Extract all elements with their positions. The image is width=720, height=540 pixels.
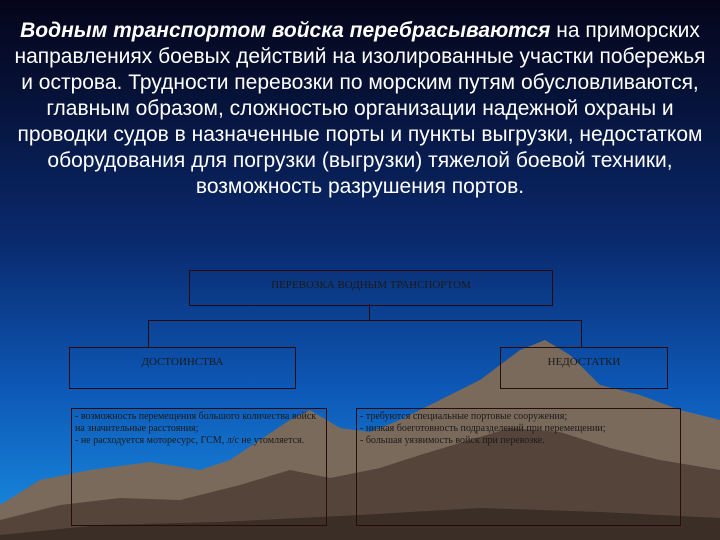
connector-right-drop xyxy=(581,320,582,347)
transport-root-box: ПЕРЕВОЗКА ВОДНЫМ ТРАНСПОРТОМ xyxy=(189,270,553,306)
intro-text xyxy=(14,18,706,200)
disadvantages-item: - требуются специальные портовые сооружения; xyxy=(360,411,568,422)
intro-emphasis: Водным транспортом войска перебрасываются xyxy=(20,19,551,42)
disadvantages-item: - низкая боеготовность подразделений при перемещении; xyxy=(360,423,606,434)
disadvantages-list xyxy=(356,408,681,526)
connector-root-stem xyxy=(369,304,370,320)
advantages-item: - не расходуется моторесурс, ГСМ, л/с не утомляется. xyxy=(75,435,305,446)
advantages-list xyxy=(71,408,327,526)
advantages-item: - возможность перемещения большого количества войск на значительные расстояния; xyxy=(75,411,317,434)
connector-left-drop xyxy=(148,320,149,347)
disadvantages-item: - большая уязвимость войск при перевозке. xyxy=(360,435,545,446)
advantages-box: ДОСТОИНСТВА xyxy=(69,347,296,389)
connector-horizontal xyxy=(148,320,582,321)
disadvantages-box: НЕДОСТАТКИ xyxy=(500,347,668,389)
intro-body: на приморских направлениях боевых действий на изолированные участки побережья и острова. Трудности перевозки по морским путям обусловливаются, главным образом, сложностью организации надежной охраны и проводки судов в назначенные порты и пункты выгрузки, недостатком оборудования для погрузки (выгрузки) тяжелой боевой техники, возможность разрушения портов. xyxy=(14,19,706,198)
